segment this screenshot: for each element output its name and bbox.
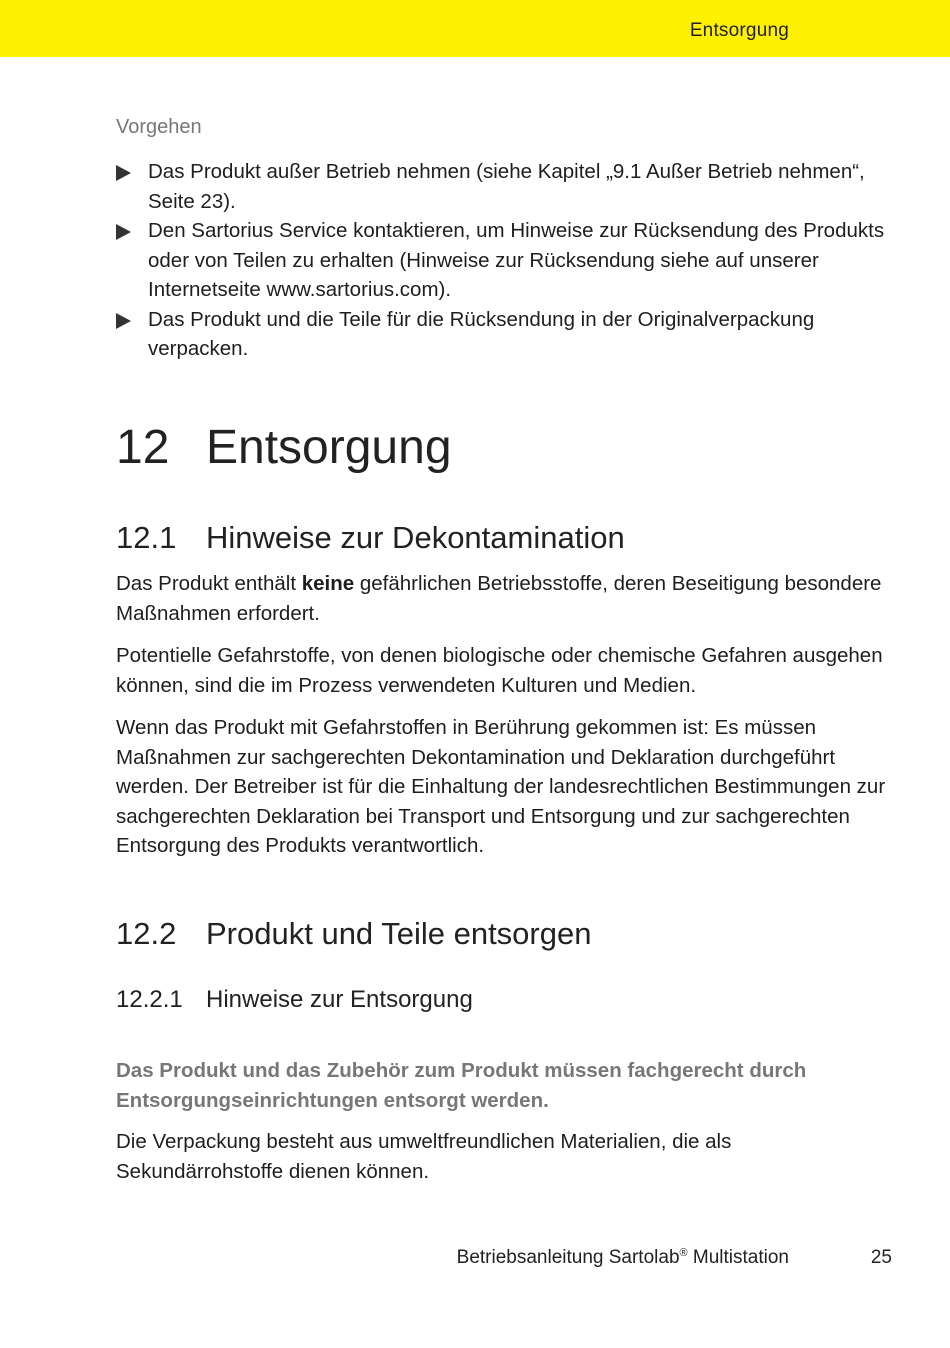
footer-title-text: Betriebsanleitung Sartolab: [456, 1247, 680, 1268]
chapter-number: 12: [116, 421, 170, 474]
disposal-note: Das Produkt und das Zubehör zum Produkt müssen fachgerecht durch Entsorgungseinrichtungen entsorgt werden.: [116, 1059, 807, 1112]
procedure-step: [116, 157, 896, 216]
subsection-heading-12-2-1: [116, 984, 473, 1016]
procedure-step: [116, 216, 896, 305]
paragraph-text: Das Produkt enthält: [116, 572, 302, 595]
section-heading-12-2: [116, 914, 591, 954]
paragraph-potential-hazards: Potentielle Gefahrstoffe, von denen biologische oder chemische Gefahren ausgehen können, sind die im Prozess verwendeten Kulturen und Medien.: [116, 644, 883, 697]
triangle-bullet-icon: [116, 313, 131, 329]
paragraph-no-hazardous-materials: [116, 569, 896, 628]
paragraph-packaging: Die Verpackung besteht aus umweltfreundlichen Materialien, die als Sekundärrohstoffe dienen können.: [116, 1130, 732, 1183]
section-heading-12-1: [116, 518, 625, 558]
procedure-step-text: Den Sartorius Service kontaktieren, um Hinweise zur Rücksendung des Produkts oder von Teilen zu erhalten (Hinweise zur Rücksendung siehe auf unserer Internetseite www.sartorius.com).: [148, 219, 885, 301]
procedure-label: Vorgehen: [116, 116, 202, 138]
procedure-steps: [116, 157, 896, 364]
footer-title-text: Multistation: [687, 1247, 789, 1268]
section-title: Produkt und Teile entsorgen: [206, 916, 592, 951]
paragraph-decontamination: Wenn das Produkt mit Gefahrstoffen in Berührung gekommen ist: Es müssen Maßnahmen zur sachgerechten Dekontamination und Deklaration durchgeführt werden. Der Betreiber ist für die Einhaltung der landesrechtlichen Bestimmungen zur sachgerechten Deklaration bei Transport und Entsorgung und zur sachgerechten Entsorgung des Produkts verantwortlich.: [116, 716, 886, 857]
page-number: 25: [870, 1247, 892, 1268]
subsection-title: Hinweise zur Entsorgung: [206, 986, 473, 1013]
section-number: 12.1: [116, 520, 177, 555]
triangle-bullet-icon: [116, 224, 131, 240]
footer-manual-title: [457, 1247, 789, 1269]
registered-mark: ®: [679, 1247, 688, 1259]
subsection-number: 12.2.1: [116, 986, 183, 1013]
emphasis-keine: keine: [301, 572, 355, 595]
paragraph-text: gefährlichen Betriebsstoffe, deren Beseitigung besondere Maßnahmen erfordert.: [116, 572, 882, 625]
running-header-title: Entsorgung: [689, 20, 789, 41]
section-number: 12.2: [116, 916, 177, 951]
procedure-step-text: Das Produkt und die Teile für die Rücksendung in der Originalverpackung verpacken.: [148, 307, 815, 360]
chapter-heading: [116, 418, 452, 478]
triangle-bullet-icon: [116, 165, 131, 181]
header-band: [0, 0, 950, 57]
chapter-title: Entsorgung: [206, 421, 452, 474]
section-title: Hinweise zur Dekontamination: [206, 520, 625, 555]
procedure-step-text: Das Produkt außer Betrieb nehmen (siehe Kapitel „9.1 Außer Betrieb nehmen“, Seite 23).: [148, 160, 865, 213]
procedure-step: [116, 305, 896, 364]
